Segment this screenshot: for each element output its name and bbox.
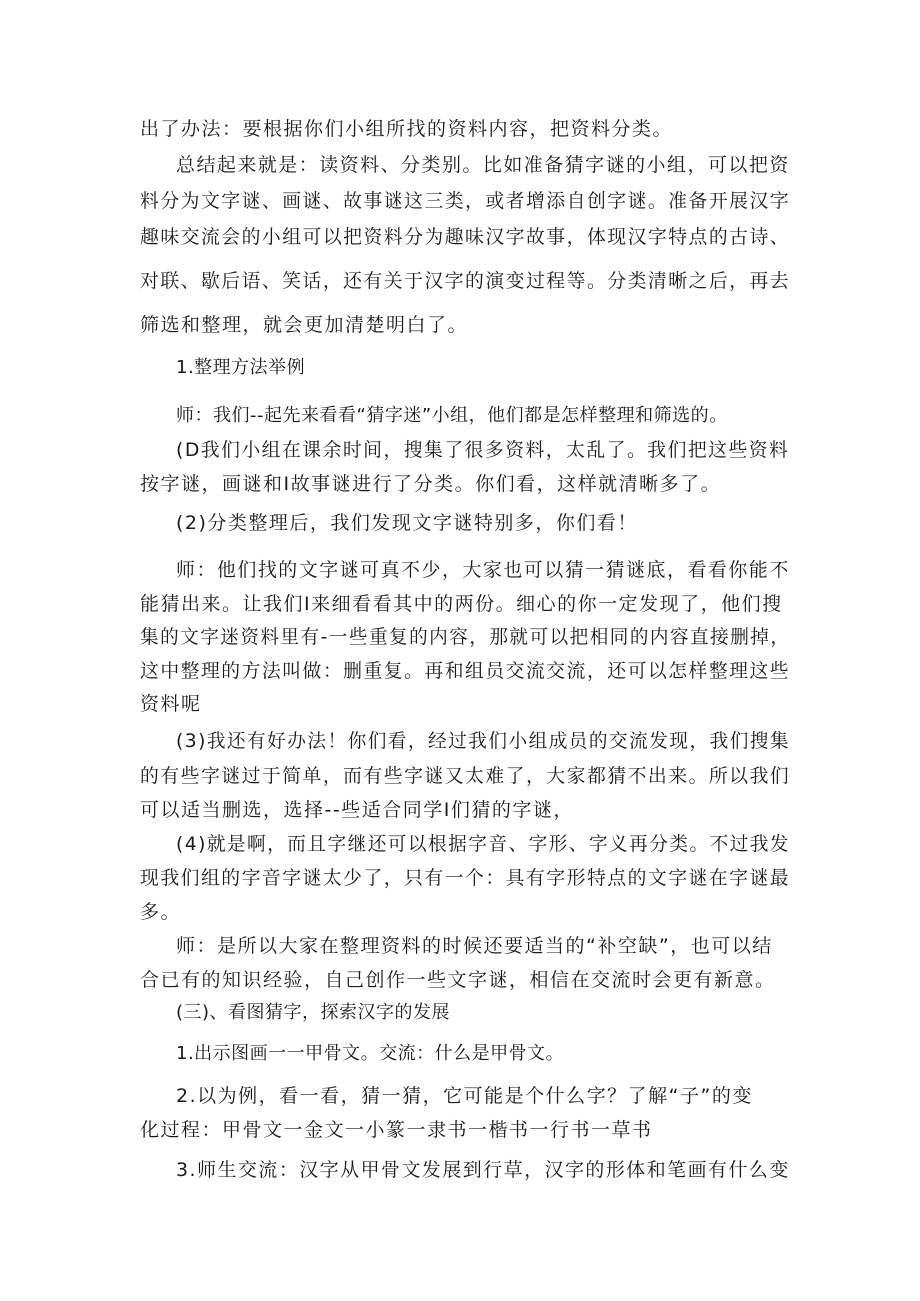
text-line: 可以适当删选，选择--些适合同学I们猜的字谜，	[140, 799, 574, 821]
text-line: 现我们组的字音字谜太少了，只有一个：具有字形特点的文字谜在字谜最	[140, 867, 791, 889]
text-line: 筛选和整理，就会更加清楚明白了。	[140, 314, 469, 336]
text-line: 趣味交流会的小组可以把资料分为趣味汉字故事，体现汉字特点的古诗、	[140, 226, 791, 248]
text-line: 师：他们找的文字谜可真不少，大家也可以猜一猜谜底，看看你能不	[176, 559, 790, 581]
text-line: 资料呢	[140, 693, 202, 715]
text-line: 化过程：甲骨文一金文一小篆一隶书一楷书一行书一草书	[140, 1119, 653, 1141]
text-line: 料分为文字谜、画谜、故事谜这三类，或者增添自创字谜。准备开展汉字	[140, 190, 791, 212]
text-line: 师：是所以大家在整理资料的时候还要适当的“补空缺”，也可以结	[176, 935, 773, 957]
text-line: 的有些字谜过于简单，而有些字谜又太难了，大家都猜不出来。所以我们	[140, 765, 791, 787]
text-line: 2.以为例，看一看，猜一猜，它可能是个什么字？了解“子”的变	[176, 1085, 753, 1107]
text-line: (D我们小组在课余时间，搜集了很多资料，太乱了。我们把这些资料	[176, 439, 790, 461]
text-line: (2)分类整理后，我们发现文字谜特别多，你们看！	[176, 512, 638, 534]
text-line: (4)就是啊，而且字继还可以根据字音、字形、字义再分类。不过我发	[176, 833, 791, 855]
text-line: 总结起来就是：读资料、分类别。比如准备猜字谜的小组，可以把资	[176, 154, 790, 176]
text-line: 合已有的知识经验，自己创作一些文字谜，相信在交流时会更有新意。	[140, 969, 776, 991]
section-heading: 1.整理方法举例	[176, 357, 306, 378]
text-line: 对联、歇后语、笑话，还有关于汉字的演变过程等。分类清晰之后，再去	[140, 270, 791, 292]
text-line: 按字谜，画谜和I故事谜进行了分类。你们看，这样就清晰多了。	[140, 473, 722, 495]
text-line: (3)我还有好办法！你们看，经过我们小组成员的交流发现，我们搜集	[176, 730, 791, 752]
section-heading: (三)、看图猜字，探索汉字的发展	[176, 1002, 451, 1023]
text-line: 这中整理的方法叫做：删重复。再和组员交流交流，还可以怎样整理这些	[140, 660, 791, 682]
text-line: 1.出示图画一一甲骨文。交流：什么是甲骨文。	[176, 1043, 565, 1064]
text-line: 出了办法：要根据你们小组所找的资料内容，把资料分类。	[140, 118, 674, 140]
text-line: 3.师生交流：汉字从甲骨文发展到行草，汉字的形体和笔画有什么变	[176, 1159, 790, 1181]
text-line: 能猜出来。让我们I来细看看其中的两份。细心的你一定发现了，他们搜	[140, 593, 783, 615]
text-line: 师：我们--起先来看看“猜字迷”小组，他们都是怎样整理和筛选的。	[176, 405, 728, 426]
text-line: 集的文字迷资料里有-一些重复的内容，那就可以把相同的内容直接删掉，	[140, 626, 791, 648]
text-line: 多。	[140, 901, 182, 923]
